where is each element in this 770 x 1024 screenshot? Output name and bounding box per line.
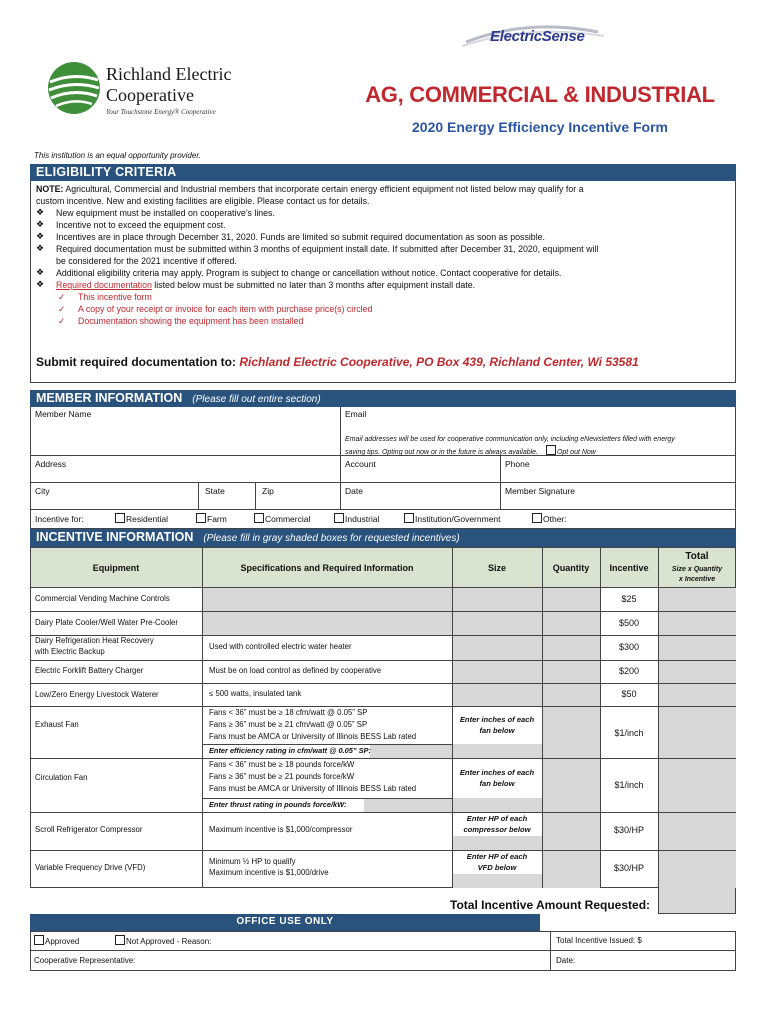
required-documentation-link: Required documentation bbox=[56, 280, 152, 290]
note-line2: custom incentive. New and existing facilities are eligible. Please contact us for details. bbox=[36, 196, 370, 206]
row-vfd-equipment: Variable Frequency Drive (VFD) bbox=[35, 863, 146, 872]
note-line1: Agricultural, Commercial and Industrial members that incorporate certain energy efficient equipment not listed below may qualify for a bbox=[65, 184, 584, 194]
diamond-bullet-icon: ❖ bbox=[36, 267, 45, 277]
not-approved-checkbox[interactable] bbox=[115, 935, 125, 945]
diamond-bullet-icon: ❖ bbox=[36, 243, 45, 253]
amount-exhaust: $1/inch bbox=[614, 728, 644, 738]
city-label: City bbox=[35, 486, 50, 496]
col-total: Total bbox=[685, 551, 709, 562]
check-icon: ✓ bbox=[58, 292, 66, 302]
amount-compressor: $30/HP bbox=[613, 825, 645, 835]
row-exhaust-spec1: Fans < 36” must be ≥ 18 cfm/watt @ 0.05” SP bbox=[209, 708, 368, 717]
phone-label: Phone bbox=[505, 459, 530, 469]
row-forklift-equipment: Electric Forklift Battery Charger bbox=[35, 666, 144, 675]
note-label: NOTE: bbox=[36, 184, 64, 194]
electricsense-logo bbox=[458, 22, 608, 52]
circulation-size-input[interactable] bbox=[452, 798, 542, 812]
email-note-line2: saving tips. Opting out now or in the future is always available. bbox=[345, 449, 538, 456]
exhaust-size-note1: Enter inches of each bbox=[459, 715, 535, 724]
amount-forklift: $200 bbox=[618, 666, 640, 676]
row-forklift-spec: Must be on load control as defined by cooperative bbox=[209, 666, 382, 675]
coop-name-line1: Richland Electric bbox=[106, 64, 232, 84]
state-field[interactable] bbox=[202, 495, 252, 507]
type-commercial[interactable]: Commercial bbox=[254, 513, 310, 524]
diamond-bullet-icon: ❖ bbox=[36, 231, 45, 241]
residential-checkbox[interactable] bbox=[115, 513, 125, 523]
incentive-heading-note: (Please fill in gray shaded boxes for requested incentives) bbox=[203, 533, 460, 544]
quantity-column-shade bbox=[542, 587, 600, 888]
incentive-for-label: Incentive for: bbox=[35, 514, 84, 524]
diamond-bullet-icon: ❖ bbox=[36, 279, 45, 289]
row-dairy-plate-equipment: Dairy Plate Cooler/Well Water Pre-Cooler bbox=[35, 618, 178, 627]
member-heading-title: MEMBER INFORMATION bbox=[36, 391, 183, 405]
row-circulation-spec2: Fans ≥ 36” must be ≥ 21 pounds force/kW bbox=[209, 772, 355, 781]
city-field[interactable] bbox=[36, 495, 194, 507]
size-shade-top bbox=[452, 587, 542, 660]
diamond-bullet-icon: ❖ bbox=[36, 207, 45, 217]
bullet-6 bbox=[56, 280, 475, 292]
efficiency-rating-input[interactable] bbox=[370, 744, 452, 758]
email-note bbox=[345, 435, 735, 458]
submit-address: Richland Electric Cooperative, PO Box 439, Richland Center, Wi 53581 bbox=[239, 355, 639, 369]
industrial-checkbox[interactable] bbox=[334, 513, 344, 523]
row-waterer-equipment: Low/Zero Energy Livestock Waterer bbox=[35, 690, 159, 699]
type-farm[interactable]: Farm bbox=[196, 513, 227, 524]
row-compressor-spec: Maximum incentive is $1,000/compressor bbox=[209, 825, 353, 834]
row-circulation-spec1: Fans < 36” must be ≥ 18 pounds force/kW bbox=[209, 760, 355, 769]
brand-text: ElectricSense bbox=[490, 28, 585, 45]
row-exhaust-equipment: Exhaust Fan bbox=[35, 720, 79, 729]
total-issued-label: Total Incentive Issued: $ bbox=[556, 936, 642, 945]
total-requested-label: Total Incentive Amount Requested: bbox=[450, 898, 651, 912]
opt-out-label: Opt out Now bbox=[556, 449, 596, 456]
col-quantity: Quantity bbox=[552, 563, 590, 573]
vfd-size-note1: Enter HP of each bbox=[466, 852, 528, 861]
opt-out-checkbox[interactable] bbox=[546, 445, 556, 455]
circulation-size-note2: fan below bbox=[479, 779, 515, 788]
row-circulation-spec3: Fans must be AMCA or University of Illinois BESS Lab rated bbox=[209, 784, 417, 793]
col-total-sub2: x Incentive bbox=[678, 576, 716, 583]
incentive-heading-title: INCENTIVE INFORMATION bbox=[36, 530, 194, 544]
bullet-4-cont: be considered for the 2021 incentive if offered. bbox=[56, 256, 237, 266]
row-vending-equipment: Commercial Vending Machine Controls bbox=[35, 594, 170, 603]
email-label: Email bbox=[345, 409, 367, 419]
col-equipment: Equipment bbox=[92, 563, 140, 573]
row-vfd-spec1: Minimum ½ HP to qualify bbox=[209, 857, 296, 866]
page-title: AG, COMMERCIAL & INDUSTRIAL bbox=[365, 82, 715, 107]
farm-checkbox[interactable] bbox=[196, 513, 206, 523]
check-item-2: A copy of your receipt or invoice for each item with purchase price(s) circled bbox=[78, 304, 373, 314]
thrust-rating-input[interactable] bbox=[364, 798, 452, 812]
vfd-size-note2: VFD below bbox=[477, 863, 517, 872]
col-size: Size bbox=[487, 563, 506, 573]
incentive-heading bbox=[30, 529, 736, 547]
row-heat-recovery-spec: Used with controlled electric water heater bbox=[209, 642, 352, 651]
zip-label: Zip bbox=[262, 486, 274, 496]
signature-field[interactable] bbox=[506, 495, 732, 507]
member-name-label: Member Name bbox=[35, 409, 92, 419]
row-waterer-spec: ≤ 500 watts, insulated tank bbox=[209, 689, 302, 698]
vfd-size-input[interactable] bbox=[452, 874, 542, 888]
eligibility-note bbox=[36, 184, 732, 196]
commercial-checkbox[interactable] bbox=[254, 513, 264, 523]
phone-field[interactable] bbox=[506, 468, 732, 480]
email-field[interactable] bbox=[346, 420, 732, 432]
institution-checkbox[interactable] bbox=[404, 513, 414, 523]
eligibility-heading: ELIGIBILITY CRITERIA bbox=[30, 164, 736, 181]
row-circulation-extra: Enter thrust rating in pounds force/kW: bbox=[209, 800, 347, 809]
account-label: Account bbox=[345, 459, 376, 469]
address-label: Address bbox=[35, 459, 67, 469]
submit-instructions bbox=[36, 355, 639, 369]
total-requested-input[interactable] bbox=[658, 888, 736, 914]
check-item-1: This incentive form bbox=[78, 292, 152, 302]
zip-field[interactable] bbox=[260, 495, 336, 507]
address-field[interactable] bbox=[36, 468, 336, 480]
date-label: Date bbox=[345, 486, 363, 496]
type-institution[interactable]: Institution/Government bbox=[404, 513, 501, 524]
amount-waterer: $50 bbox=[621, 689, 637, 699]
bullet-5: Additional eligibility criteria may apply. Program is subject to change or cancellation without notice. Contact cooperative for details. bbox=[56, 268, 562, 278]
row-compressor-equipment: Scroll Refrigerator Compressor bbox=[35, 825, 143, 834]
row-vfd-spec2: Maximum incentive is $1,000/drive bbox=[209, 868, 329, 877]
exhaust-size-input[interactable] bbox=[452, 744, 542, 758]
row-exhaust-spec3: Fans must be AMCA or University of Illinois BESS Lab rated bbox=[209, 732, 417, 741]
col-incentive: Incentive bbox=[609, 563, 649, 573]
cooperative-logo bbox=[46, 58, 251, 126]
not-approved-option[interactable]: Not Approved - Reason: bbox=[115, 935, 211, 946]
signature-label: Member Signature bbox=[505, 486, 575, 496]
email-note-line1: Email addresses will be used for cooperative communication only, including eNewsletters filled with energy bbox=[345, 436, 675, 443]
member-heading-note: (Please fill out entire section) bbox=[192, 394, 321, 405]
col-total-sub1: Size x Quantity bbox=[671, 566, 723, 573]
type-industrial[interactable]: Industrial bbox=[334, 513, 380, 524]
check-icon: ✓ bbox=[58, 304, 66, 314]
col-specifications: Specifications and Required Information bbox=[240, 563, 414, 573]
coop-tagline: Your Touchstone Energy® Cooperative bbox=[106, 108, 216, 116]
type-residential[interactable]: Residential bbox=[115, 513, 168, 524]
other-checkbox[interactable] bbox=[532, 513, 542, 523]
row-exhaust-extra: Enter efficiency rating in cfm/watt @ 0.05” SP: bbox=[209, 746, 371, 755]
row-heat-recovery-equipment: Dairy Refrigeration Heat Recovery bbox=[35, 636, 154, 645]
globe-icon bbox=[46, 60, 102, 116]
check-item-3: Documentation showing the equipment has been installed bbox=[78, 316, 304, 326]
office-date-label: Date: bbox=[556, 956, 576, 965]
compressor-size-note2: compressor below bbox=[463, 825, 531, 834]
row-exhaust-spec2: Fans ≥ 36” must be ≥ 21 cfm/watt @ 0.05” SP bbox=[209, 720, 368, 729]
amount-heat-recovery: $300 bbox=[618, 642, 640, 652]
check-icon: ✓ bbox=[58, 316, 66, 326]
circulation-size-note1: Enter inches of each bbox=[459, 768, 535, 777]
coop-name-line2: Cooperative bbox=[106, 85, 194, 105]
diamond-bullet-icon: ❖ bbox=[36, 219, 45, 229]
bullet-1: New equipment must be installed on cooperative’s lines. bbox=[56, 208, 275, 218]
member-name-field[interactable] bbox=[36, 420, 336, 450]
total-column-shade bbox=[658, 587, 736, 888]
bullet-4: Required documentation must be submitted within 3 months of equipment install date. If submitted after December 31, 2020, equipment will bbox=[56, 244, 599, 254]
bullet-3: Incentives are in place through December 31, 2020. Funds are limited so submit required documentation as soon as possible. bbox=[56, 232, 545, 242]
state-label: State bbox=[205, 486, 225, 496]
required-doc-text: listed below must be submitted no later than 3 months after equipment install date. bbox=[151, 280, 476, 290]
page-subtitle: 2020 Energy Efficiency Incentive Form bbox=[412, 119, 668, 135]
row-circulation-equipment: Circulation Fan bbox=[35, 773, 88, 782]
bullet-2: Incentive not to exceed the equipment cost. bbox=[56, 220, 226, 230]
type-other[interactable]: Other: bbox=[532, 513, 567, 524]
member-heading bbox=[30, 390, 736, 407]
office-use-heading: OFFICE USE ONLY bbox=[30, 914, 540, 931]
amount-vfd: $30/HP bbox=[613, 863, 645, 873]
date-field[interactable] bbox=[346, 495, 496, 507]
submit-label: Submit required documentation to: bbox=[36, 355, 240, 369]
amount-circulation: $1/inch bbox=[614, 780, 644, 790]
row-heat-recovery-equipment2: with Electric Backup bbox=[35, 647, 105, 656]
amount-vending: $25 bbox=[621, 594, 637, 604]
representative-label: Cooperative Representative: bbox=[34, 956, 136, 965]
equal-opportunity-note: This institution is an equal opportunity provider. bbox=[34, 151, 201, 160]
amount-dairy-plate: $500 bbox=[618, 618, 640, 628]
compressor-size-note1: Enter HP of each bbox=[466, 814, 528, 823]
approved-checkbox[interactable] bbox=[34, 935, 44, 945]
account-field[interactable] bbox=[346, 468, 496, 480]
compressor-size-input[interactable] bbox=[452, 836, 542, 850]
approved-option[interactable]: Approved bbox=[34, 935, 79, 946]
exhaust-size-note2: fan below bbox=[479, 726, 515, 735]
